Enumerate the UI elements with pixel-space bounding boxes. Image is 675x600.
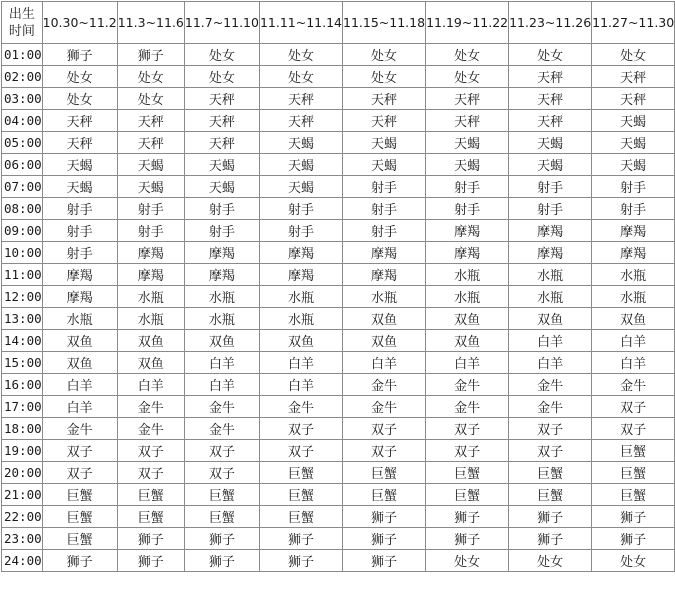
zodiac-sign-cell: 白羊 <box>184 352 259 374</box>
zodiac-sign-cell: 双子 <box>592 418 675 440</box>
zodiac-sign-cell: 巨蟹 <box>343 462 426 484</box>
table-row <box>2 506 675 528</box>
table-row <box>2 88 675 110</box>
table-row <box>2 462 675 484</box>
column-header-date-range: 10.30~11.2 <box>42 2 117 44</box>
zodiac-sign-cell: 狮子 <box>343 550 426 572</box>
zodiac-sign-cell: 狮子 <box>184 550 259 572</box>
zodiac-sign-cell: 处女 <box>343 44 426 66</box>
zodiac-sign-cell: 金牛 <box>509 374 592 396</box>
birth-time-cell: 16:00 <box>2 374 43 396</box>
zodiac-sign-cell: 天秤 <box>259 110 342 132</box>
zodiac-sign-cell: 摩羯 <box>592 220 675 242</box>
corner-line-1: 出生 <box>8 6 35 22</box>
zodiac-sign-cell: 双子 <box>184 462 259 484</box>
zodiac-sign-cell: 水瓶 <box>343 286 426 308</box>
table-row <box>2 132 675 154</box>
column-header-date-range: 11.27~11.30 <box>592 2 675 44</box>
table-row <box>2 176 675 198</box>
zodiac-sign-cell: 摩羯 <box>343 242 426 264</box>
birth-time-cell: 20:00 <box>2 462 43 484</box>
zodiac-sign-cell: 狮子 <box>426 528 509 550</box>
table-row <box>2 154 675 176</box>
zodiac-sign-cell: 狮子 <box>509 528 592 550</box>
zodiac-sign-cell: 天蝎 <box>509 132 592 154</box>
zodiac-sign-cell: 水瓶 <box>42 308 117 330</box>
zodiac-sign-cell: 射手 <box>343 220 426 242</box>
zodiac-sign-cell: 射手 <box>592 198 675 220</box>
zodiac-sign-cell: 水瓶 <box>117 308 184 330</box>
zodiac-sign-cell: 天蝎 <box>184 154 259 176</box>
zodiac-sign-cell: 双子 <box>343 440 426 462</box>
zodiac-sign-cell: 射手 <box>343 198 426 220</box>
zodiac-sign-cell: 白羊 <box>592 352 675 374</box>
zodiac-sign-cell: 巨蟹 <box>259 506 342 528</box>
zodiac-sign-cell: 摩羯 <box>509 220 592 242</box>
zodiac-sign-cell: 双鱼 <box>259 330 342 352</box>
zodiac-sign-cell: 巨蟹 <box>259 484 342 506</box>
zodiac-sign-cell: 双子 <box>42 462 117 484</box>
zodiac-sign-cell: 射手 <box>42 242 117 264</box>
zodiac-sign-cell: 双子 <box>42 440 117 462</box>
corner-header <box>2 2 43 44</box>
table-row <box>2 550 675 572</box>
zodiac-sign-cell: 水瓶 <box>509 264 592 286</box>
birth-time-cell: 11:00 <box>2 264 43 286</box>
zodiac-sign-cell: 天秤 <box>259 88 342 110</box>
zodiac-sign-cell: 白羊 <box>426 352 509 374</box>
zodiac-sign-cell: 处女 <box>117 88 184 110</box>
zodiac-sign-cell: 双子 <box>184 440 259 462</box>
zodiac-sign-cell: 巨蟹 <box>42 506 117 528</box>
zodiac-sign-cell: 金牛 <box>343 396 426 418</box>
zodiac-sign-cell: 水瓶 <box>426 286 509 308</box>
zodiac-sign-cell: 天蝎 <box>509 154 592 176</box>
table-header <box>2 2 675 44</box>
zodiac-sign-cell: 天蝎 <box>117 176 184 198</box>
table-row <box>2 264 675 286</box>
zodiac-sign-cell: 射手 <box>509 176 592 198</box>
zodiac-sign-cell: 白羊 <box>42 374 117 396</box>
zodiac-sign-cell: 处女 <box>42 88 117 110</box>
birth-time-cell: 04:00 <box>2 110 43 132</box>
zodiac-sign-cell: 狮子 <box>592 528 675 550</box>
birth-time-cell: 14:00 <box>2 330 43 352</box>
zodiac-sign-cell: 水瓶 <box>509 286 592 308</box>
zodiac-sign-cell: 水瓶 <box>184 308 259 330</box>
zodiac-sign-cell: 双子 <box>259 418 342 440</box>
zodiac-sign-cell: 双鱼 <box>343 308 426 330</box>
zodiac-sign-cell: 射手 <box>509 198 592 220</box>
zodiac-sign-cell: 射手 <box>259 220 342 242</box>
zodiac-sign-cell: 狮子 <box>343 506 426 528</box>
zodiac-sign-cell: 巨蟹 <box>509 484 592 506</box>
zodiac-sign-cell: 处女 <box>259 44 342 66</box>
header-row <box>2 2 675 44</box>
birth-time-cell: 13:00 <box>2 308 43 330</box>
zodiac-sign-cell: 天秤 <box>42 132 117 154</box>
zodiac-sign-cell: 巨蟹 <box>42 528 117 550</box>
zodiac-sign-cell: 白羊 <box>184 374 259 396</box>
zodiac-sign-cell: 摩羯 <box>343 264 426 286</box>
zodiac-sign-cell: 狮子 <box>42 44 117 66</box>
column-header-date-range: 11.3~11.6 <box>117 2 184 44</box>
birth-time-cell: 10:00 <box>2 242 43 264</box>
zodiac-sign-cell: 天蝎 <box>259 132 342 154</box>
zodiac-sign-cell: 处女 <box>117 66 184 88</box>
rising-sign-table <box>1 1 675 572</box>
zodiac-sign-cell: 狮子 <box>426 506 509 528</box>
zodiac-sign-cell: 天秤 <box>184 88 259 110</box>
zodiac-sign-cell: 处女 <box>592 44 675 66</box>
zodiac-sign-cell: 天秤 <box>184 132 259 154</box>
zodiac-sign-cell: 双鱼 <box>426 308 509 330</box>
table-row <box>2 440 675 462</box>
birth-time-cell: 18:00 <box>2 418 43 440</box>
zodiac-sign-cell: 天蝎 <box>117 154 184 176</box>
zodiac-sign-cell: 双鱼 <box>343 330 426 352</box>
zodiac-sign-cell: 狮子 <box>509 506 592 528</box>
zodiac-sign-cell: 天蝎 <box>259 176 342 198</box>
zodiac-sign-cell: 白羊 <box>259 352 342 374</box>
zodiac-sign-cell: 狮子 <box>117 550 184 572</box>
table-row <box>2 220 675 242</box>
zodiac-sign-cell: 射手 <box>592 176 675 198</box>
birth-time-cell: 02:00 <box>2 66 43 88</box>
zodiac-sign-cell: 天秤 <box>117 110 184 132</box>
zodiac-sign-cell: 射手 <box>426 198 509 220</box>
zodiac-sign-cell: 双鱼 <box>42 330 117 352</box>
column-header-date-range: 11.7~11.10 <box>184 2 259 44</box>
table-row <box>2 286 675 308</box>
zodiac-sign-cell: 天秤 <box>343 88 426 110</box>
table-row <box>2 44 675 66</box>
zodiac-sign-cell: 双鱼 <box>42 352 117 374</box>
zodiac-sign-cell: 狮子 <box>259 528 342 550</box>
zodiac-sign-cell: 天蝎 <box>592 110 675 132</box>
zodiac-sign-cell: 天蝎 <box>343 132 426 154</box>
table-row <box>2 352 675 374</box>
zodiac-sign-cell: 摩羯 <box>426 220 509 242</box>
zodiac-sign-cell: 双子 <box>117 440 184 462</box>
table-row <box>2 484 675 506</box>
zodiac-sign-cell: 巨蟹 <box>592 484 675 506</box>
column-header-date-range: 11.15~11.18 <box>343 2 426 44</box>
zodiac-sign-cell: 射手 <box>426 176 509 198</box>
zodiac-sign-cell: 双鱼 <box>509 308 592 330</box>
zodiac-sign-cell: 巨蟹 <box>259 462 342 484</box>
zodiac-sign-cell: 双鱼 <box>426 330 509 352</box>
zodiac-sign-cell: 摩羯 <box>259 242 342 264</box>
zodiac-sign-cell: 天蝎 <box>42 154 117 176</box>
zodiac-sign-cell: 金牛 <box>42 418 117 440</box>
birth-time-cell: 24:00 <box>2 550 43 572</box>
zodiac-sign-cell: 天蝎 <box>426 154 509 176</box>
zodiac-sign-cell: 双子 <box>259 440 342 462</box>
zodiac-sign-cell: 处女 <box>509 44 592 66</box>
zodiac-sign-cell: 射手 <box>117 220 184 242</box>
zodiac-sign-cell: 巨蟹 <box>184 506 259 528</box>
table-row <box>2 528 675 550</box>
zodiac-sign-cell: 金牛 <box>592 374 675 396</box>
birth-time-cell: 09:00 <box>2 220 43 242</box>
zodiac-sign-cell: 狮子 <box>42 550 117 572</box>
zodiac-sign-cell: 白羊 <box>509 330 592 352</box>
zodiac-sign-cell: 天蝎 <box>42 176 117 198</box>
birth-time-cell: 03:00 <box>2 88 43 110</box>
zodiac-sign-cell: 天秤 <box>42 110 117 132</box>
zodiac-sign-cell: 巨蟹 <box>343 484 426 506</box>
zodiac-sign-cell: 天秤 <box>509 66 592 88</box>
zodiac-sign-cell: 金牛 <box>117 418 184 440</box>
zodiac-sign-cell: 摩羯 <box>42 286 117 308</box>
zodiac-sign-cell: 摩羯 <box>426 242 509 264</box>
birth-time-cell: 06:00 <box>2 154 43 176</box>
birth-time-cell: 05:00 <box>2 132 43 154</box>
zodiac-sign-cell: 白羊 <box>509 352 592 374</box>
table-row <box>2 308 675 330</box>
table-row <box>2 110 675 132</box>
zodiac-sign-cell: 天秤 <box>426 88 509 110</box>
zodiac-sign-cell: 水瓶 <box>259 286 342 308</box>
zodiac-sign-cell: 狮子 <box>117 44 184 66</box>
zodiac-sign-cell: 天秤 <box>592 66 675 88</box>
zodiac-sign-cell: 金牛 <box>184 396 259 418</box>
zodiac-sign-cell: 天蝎 <box>426 132 509 154</box>
zodiac-sign-cell: 天蝎 <box>259 154 342 176</box>
zodiac-sign-cell: 摩羯 <box>592 242 675 264</box>
zodiac-sign-cell: 巨蟹 <box>426 462 509 484</box>
zodiac-sign-cell: 狮子 <box>184 528 259 550</box>
zodiac-sign-cell: 天秤 <box>343 110 426 132</box>
table-row <box>2 198 675 220</box>
zodiac-sign-cell: 天蝎 <box>592 132 675 154</box>
zodiac-sign-cell: 水瓶 <box>592 286 675 308</box>
zodiac-sign-cell: 处女 <box>426 66 509 88</box>
zodiac-sign-cell: 天秤 <box>509 110 592 132</box>
zodiac-sign-cell: 双子 <box>592 396 675 418</box>
zodiac-sign-cell: 水瓶 <box>592 264 675 286</box>
zodiac-sign-cell: 处女 <box>592 550 675 572</box>
zodiac-sign-cell: 处女 <box>426 550 509 572</box>
birth-time-cell: 21:00 <box>2 484 43 506</box>
table-row <box>2 396 675 418</box>
zodiac-sign-cell: 金牛 <box>509 396 592 418</box>
zodiac-sign-cell: 天秤 <box>509 88 592 110</box>
table-body <box>2 44 675 572</box>
birth-time-cell: 12:00 <box>2 286 43 308</box>
birth-time-cell: 07:00 <box>2 176 43 198</box>
zodiac-sign-cell: 射手 <box>184 198 259 220</box>
zodiac-sign-cell: 狮子 <box>259 550 342 572</box>
zodiac-sign-cell: 天蝎 <box>592 154 675 176</box>
zodiac-sign-cell: 摩羯 <box>117 264 184 286</box>
zodiac-sign-cell: 处女 <box>184 66 259 88</box>
zodiac-sign-cell: 水瓶 <box>259 308 342 330</box>
zodiac-sign-cell: 处女 <box>184 44 259 66</box>
zodiac-sign-cell: 水瓶 <box>426 264 509 286</box>
column-header-date-range: 11.19~11.22 <box>426 2 509 44</box>
table-row <box>2 418 675 440</box>
zodiac-sign-cell: 天秤 <box>592 88 675 110</box>
zodiac-sign-cell: 摩羯 <box>259 264 342 286</box>
zodiac-sign-cell: 双子 <box>343 418 426 440</box>
zodiac-sign-cell: 双鱼 <box>184 330 259 352</box>
birth-time-cell: 15:00 <box>2 352 43 374</box>
birth-time-cell: 08:00 <box>2 198 43 220</box>
zodiac-sign-cell: 巨蟹 <box>42 484 117 506</box>
zodiac-sign-cell: 狮子 <box>592 506 675 528</box>
zodiac-sign-cell: 射手 <box>42 220 117 242</box>
birth-time-cell: 19:00 <box>2 440 43 462</box>
zodiac-sign-cell: 双子 <box>117 462 184 484</box>
zodiac-sign-cell: 射手 <box>117 198 184 220</box>
zodiac-sign-cell: 白羊 <box>42 396 117 418</box>
zodiac-table-container <box>1 1 675 572</box>
zodiac-sign-cell: 双鱼 <box>117 330 184 352</box>
zodiac-sign-cell: 双鱼 <box>592 308 675 330</box>
zodiac-sign-cell: 摩羯 <box>184 264 259 286</box>
zodiac-sign-cell: 狮子 <box>117 528 184 550</box>
birth-time-cell: 01:00 <box>2 44 43 66</box>
birth-time-cell: 23:00 <box>2 528 43 550</box>
zodiac-sign-cell: 处女 <box>509 550 592 572</box>
zodiac-sign-cell: 天秤 <box>117 132 184 154</box>
birth-time-cell: 17:00 <box>2 396 43 418</box>
zodiac-sign-cell: 白羊 <box>343 352 426 374</box>
zodiac-sign-cell: 巨蟹 <box>592 440 675 462</box>
zodiac-sign-cell: 处女 <box>42 66 117 88</box>
zodiac-sign-cell: 白羊 <box>117 374 184 396</box>
zodiac-sign-cell: 射手 <box>184 220 259 242</box>
zodiac-sign-cell: 水瓶 <box>117 286 184 308</box>
zodiac-sign-cell: 双子 <box>509 440 592 462</box>
zodiac-sign-cell: 巨蟹 <box>117 484 184 506</box>
zodiac-sign-cell: 天蝎 <box>184 176 259 198</box>
zodiac-sign-cell: 天蝎 <box>343 154 426 176</box>
table-row <box>2 330 675 352</box>
table-row <box>2 374 675 396</box>
zodiac-sign-cell: 白羊 <box>259 374 342 396</box>
zodiac-sign-cell: 天秤 <box>426 110 509 132</box>
table-row <box>2 242 675 264</box>
zodiac-sign-cell: 巨蟹 <box>184 484 259 506</box>
zodiac-sign-cell: 摩羯 <box>42 264 117 286</box>
zodiac-sign-cell: 金牛 <box>426 374 509 396</box>
zodiac-sign-cell: 处女 <box>343 66 426 88</box>
table-row <box>2 66 675 88</box>
birth-time-cell: 22:00 <box>2 506 43 528</box>
zodiac-sign-cell: 金牛 <box>343 374 426 396</box>
zodiac-sign-cell: 金牛 <box>259 396 342 418</box>
zodiac-sign-cell: 双子 <box>509 418 592 440</box>
zodiac-sign-cell: 双鱼 <box>117 352 184 374</box>
zodiac-sign-cell: 金牛 <box>184 418 259 440</box>
zodiac-sign-cell: 双子 <box>426 418 509 440</box>
zodiac-sign-cell: 射手 <box>343 176 426 198</box>
zodiac-sign-cell: 摩羯 <box>509 242 592 264</box>
zodiac-sign-cell: 摩羯 <box>184 242 259 264</box>
zodiac-sign-cell: 巨蟹 <box>592 462 675 484</box>
zodiac-sign-cell: 处女 <box>426 44 509 66</box>
zodiac-sign-cell: 射手 <box>259 198 342 220</box>
zodiac-sign-cell: 巨蟹 <box>117 506 184 528</box>
zodiac-sign-cell: 金牛 <box>117 396 184 418</box>
zodiac-sign-cell: 射手 <box>42 198 117 220</box>
zodiac-sign-cell: 金牛 <box>426 396 509 418</box>
zodiac-sign-cell: 巨蟹 <box>509 462 592 484</box>
zodiac-sign-cell: 狮子 <box>343 528 426 550</box>
zodiac-sign-cell: 巨蟹 <box>426 484 509 506</box>
column-header-date-range: 11.23~11.26 <box>509 2 592 44</box>
zodiac-sign-cell: 摩羯 <box>117 242 184 264</box>
zodiac-sign-cell: 天秤 <box>184 110 259 132</box>
zodiac-sign-cell: 水瓶 <box>184 286 259 308</box>
corner-line-2: 时间 <box>8 23 35 39</box>
zodiac-sign-cell: 白羊 <box>592 330 675 352</box>
zodiac-sign-cell: 双子 <box>426 440 509 462</box>
zodiac-sign-cell: 处女 <box>259 66 342 88</box>
column-header-date-range: 11.11~11.14 <box>259 2 342 44</box>
